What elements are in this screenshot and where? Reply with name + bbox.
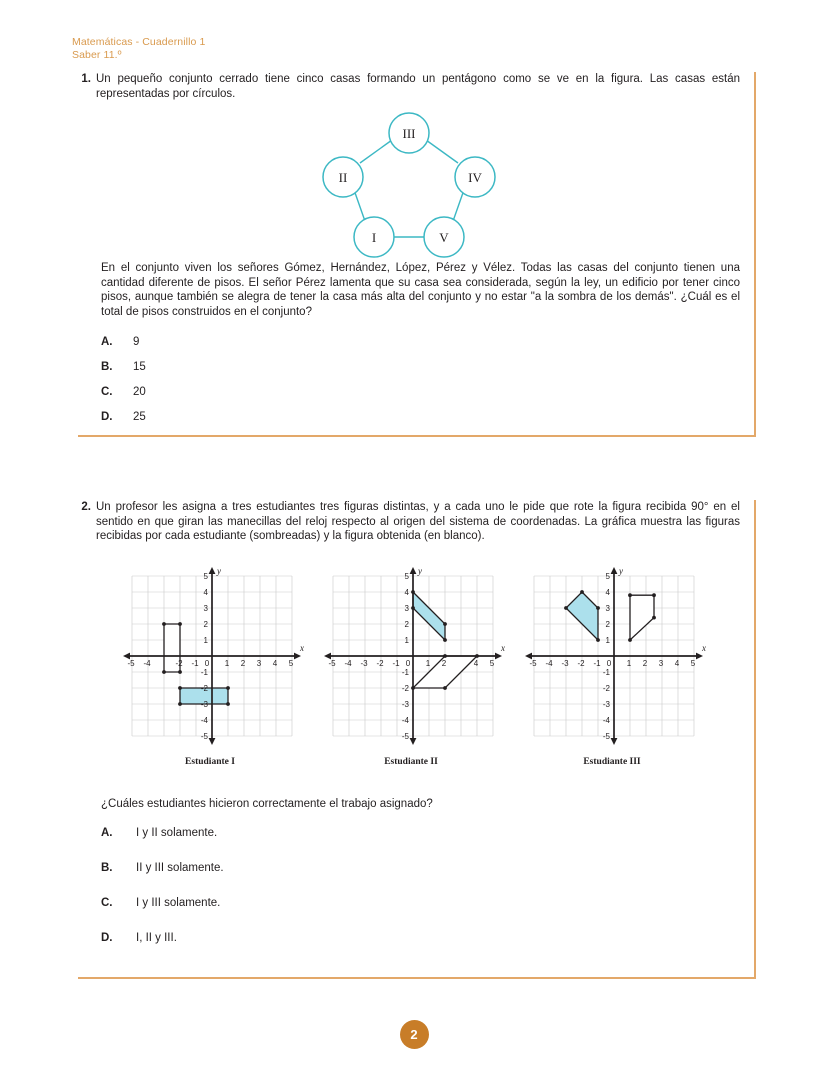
x-tick-label: 2 — [642, 658, 648, 668]
x-tick-label: 2 — [441, 658, 447, 668]
x-tick-label: -1 — [593, 658, 601, 668]
x-tick-label: -4 — [344, 658, 352, 668]
question-1-options — [101, 336, 740, 423]
option-c-text: 20 — [133, 385, 146, 398]
x-tick-label: 1 — [224, 658, 230, 668]
vertex-dot — [226, 686, 230, 690]
pentagon-node-iii-label: III — [402, 126, 416, 142]
y-axis-label: y — [619, 565, 623, 576]
vertex-dot — [178, 686, 182, 690]
y-axis-label: y — [418, 565, 422, 576]
option-a-letter: A. — [101, 335, 113, 348]
option-a-text: 9 — [133, 335, 140, 348]
option-d-text: I, II y III. — [136, 932, 177, 945]
option-d-letter: D. — [101, 410, 113, 423]
option-c[interactable] — [101, 386, 740, 398]
pentagon-diagram — [319, 111, 499, 261]
header-line-subject: Matemáticas - Cuadernillo 1 — [72, 36, 206, 48]
chart-estudiante-2 — [321, 564, 505, 754]
x-tick-label: 4 — [674, 658, 680, 668]
x-tick-label: 0 — [606, 658, 612, 668]
x-tick-label: -4 — [545, 658, 553, 668]
y-tick-label: -3 — [602, 699, 610, 709]
x-tick-label: 2 — [240, 658, 246, 668]
x-axis-label: x — [702, 642, 706, 653]
x-tick-label: 3 — [658, 658, 664, 668]
question-2-block — [78, 500, 756, 979]
x-tick-label: 4 — [272, 658, 278, 668]
option-b[interactable] — [101, 361, 740, 373]
question-1-paragraph: En el conjunto viven los señores Gómez, Hernández, López, Pérez y Vélez. Todas las casas del conjunto tienen una cantidad diferente de pisos. El señor Pérez lamenta que su casa sea considerada, según la ley, un edificio por tener cinco pisos, aunque también se alegra de tener la casa más alta del conjunto y no estar "a la sombra de los demás". ¿Cuál es el total de pisos construidos en el conjunto? — [101, 262, 740, 318]
vertex-dot — [443, 622, 447, 626]
y-tick-label: -1 — [200, 667, 208, 677]
vertex-dot — [652, 593, 656, 597]
coordinate-plane-3 — [522, 564, 706, 749]
vertex-dot — [628, 593, 632, 597]
vertex-dot — [226, 702, 230, 706]
x-tick-label: -3 — [360, 658, 368, 668]
option-b-letter: B. — [101, 862, 113, 875]
pentagon-node-iv-label: IV — [468, 170, 482, 186]
y-tick-label: -2 — [602, 683, 610, 693]
pentagon-figure-wrap — [78, 111, 740, 261]
y-tick-label: -1 — [602, 667, 610, 677]
x-tick-label: -5 — [127, 658, 135, 668]
vertex-dot — [443, 638, 447, 642]
axes — [327, 570, 499, 742]
option-a-letter: A. — [101, 827, 113, 840]
page-number-badge: 2 — [400, 1020, 429, 1049]
y-tick-label: 5 — [203, 571, 208, 581]
vertex-dot — [162, 670, 166, 674]
x-tick-label: 0 — [405, 658, 411, 668]
question-2-options — [101, 827, 740, 944]
x-tick-label: 4 — [473, 658, 479, 668]
page-header — [72, 36, 205, 62]
vertex-dot — [178, 622, 182, 626]
y-axis-label: y — [217, 565, 221, 576]
question-2-stem: Un profesor les asigna a tres estudiantes tres figuras distintas, y a cada uno le pide que rote la figura recibida 90° en el sentido en que giran las manecillas del reloj respecto al origen del sistema de coordenadas. La gráfica muestra las figuras recibidas por cada estudiante (sombreadas) y la figura obtenida (en blanco). — [96, 501, 740, 543]
option-b-text: II y III solamente. — [136, 862, 224, 875]
question-2-stem-row — [78, 500, 740, 544]
vertex-dot — [580, 590, 584, 594]
y-tick-label: -3 — [401, 699, 409, 709]
question-1-stem: Un pequeño conjunto cerrado tiene cinco casas formando un pentágono como se ve en la figura. Las casas están representadas por círculos. — [96, 73, 740, 100]
y-tick-label: 5 — [605, 571, 610, 581]
y-tick-label: -2 — [200, 683, 208, 693]
vertex-dot — [564, 606, 568, 610]
x-tick-label: -1 — [392, 658, 400, 668]
y-tick-label: 1 — [404, 635, 409, 645]
vertex-dot — [628, 638, 632, 642]
y-tick-label: 3 — [203, 603, 208, 613]
vertex-dot — [162, 622, 166, 626]
x-tick-label: 3 — [256, 658, 262, 668]
y-tick-label: -5 — [200, 731, 208, 741]
axes — [528, 570, 700, 742]
option-c-text: I y III solamente. — [136, 897, 221, 910]
y-tick-label: 4 — [404, 587, 409, 597]
chart-estudiante-3 — [522, 564, 706, 754]
y-tick-label: -3 — [200, 699, 208, 709]
y-tick-label: -4 — [401, 715, 409, 725]
x-tick-label: -1 — [191, 658, 199, 668]
vertex-dot — [178, 702, 182, 706]
y-tick-label: -5 — [602, 731, 610, 741]
question-1-stem-row — [78, 72, 740, 101]
chart-estudiante-3-caption: Estudiante III — [583, 756, 641, 767]
option-a[interactable] — [101, 827, 740, 839]
vertex-dot — [596, 638, 600, 642]
vertex-dot — [178, 670, 182, 674]
question-1-number: 1. — [81, 73, 91, 85]
vertex-dot — [443, 686, 447, 690]
x-tick-label: -4 — [143, 658, 151, 668]
pentagon-node-v-label: V — [439, 230, 449, 246]
coordinate-plane-2 — [321, 564, 505, 749]
question-1-block — [78, 72, 756, 437]
option-b-letter: B. — [101, 360, 113, 373]
figura-obtenida-blanco — [630, 595, 654, 640]
question-2-number: 2. — [81, 501, 91, 513]
pentagon-nodes — [323, 113, 495, 257]
y-tick-label: 4 — [605, 587, 610, 597]
y-tick-label: 1 — [605, 635, 610, 645]
coordinate-graphs — [78, 564, 740, 767]
x-tick-label: -2 — [175, 658, 183, 668]
option-c-letter: C. — [101, 385, 113, 398]
y-tick-label: -2 — [401, 683, 409, 693]
option-c-letter: C. — [101, 897, 113, 910]
option-a-text: I y II solamente. — [136, 827, 218, 840]
option-d[interactable] — [101, 411, 740, 423]
x-tick-label: 1 — [626, 658, 632, 668]
page-footer — [0, 1020, 828, 1049]
chart-estudiante-1 — [120, 564, 304, 754]
pentagon-node-i-label: I — [371, 230, 377, 246]
y-tick-label: -4 — [200, 715, 208, 725]
option-d[interactable] — [101, 932, 740, 944]
graph-cell-estudiante-3 — [522, 564, 706, 767]
x-axis-label: x — [501, 642, 505, 653]
x-tick-label: -5 — [529, 658, 537, 668]
option-c[interactable] — [101, 897, 740, 909]
y-tick-label: -4 — [602, 715, 610, 725]
header-line-exam: Saber 11.º — [72, 49, 122, 61]
vertex-dot — [652, 615, 656, 619]
option-b-text: 15 — [133, 360, 146, 373]
question-2-prompt: ¿Cuáles estudiantes hicieron correctamente el trabajo asignado? — [101, 797, 433, 810]
option-d-text: 25 — [133, 410, 146, 423]
y-tick-label: 2 — [404, 619, 409, 629]
x-tick-label: -2 — [376, 658, 384, 668]
y-tick-label: 4 — [203, 587, 208, 597]
coordinate-plane-1 — [120, 564, 304, 749]
y-tick-label: 3 — [404, 603, 409, 613]
x-tick-label: -5 — [328, 658, 336, 668]
graph-cell-estudiante-1 — [120, 564, 304, 767]
x-tick-label: 5 — [690, 658, 696, 668]
x-axis-label: x — [300, 642, 304, 653]
x-tick-label: 0 — [204, 658, 210, 668]
option-d-letter: D. — [101, 932, 113, 945]
x-tick-label: 5 — [489, 658, 495, 668]
y-tick-label: 1 — [203, 635, 208, 645]
y-tick-label: -5 — [401, 731, 409, 741]
y-tick-label: 5 — [404, 571, 409, 581]
x-tick-label: -2 — [577, 658, 585, 668]
x-tick-label: 5 — [288, 658, 294, 668]
x-tick-label: 1 — [425, 658, 431, 668]
x-tick-label: -3 — [561, 658, 569, 668]
option-b[interactable] — [101, 862, 740, 874]
axes — [126, 570, 298, 742]
y-tick-label: 2 — [203, 619, 208, 629]
option-a[interactable] — [101, 336, 740, 348]
chart-estudiante-1-caption: Estudiante I — [185, 756, 235, 767]
graph-cell-estudiante-2 — [321, 564, 505, 767]
y-tick-label: -1 — [401, 667, 409, 677]
chart-estudiante-2-caption: Estudiante II — [384, 756, 438, 767]
y-tick-label: 2 — [605, 619, 610, 629]
y-tick-label: 3 — [605, 603, 610, 613]
pentagon-node-ii-label: II — [338, 170, 348, 186]
vertex-dot — [596, 606, 600, 610]
